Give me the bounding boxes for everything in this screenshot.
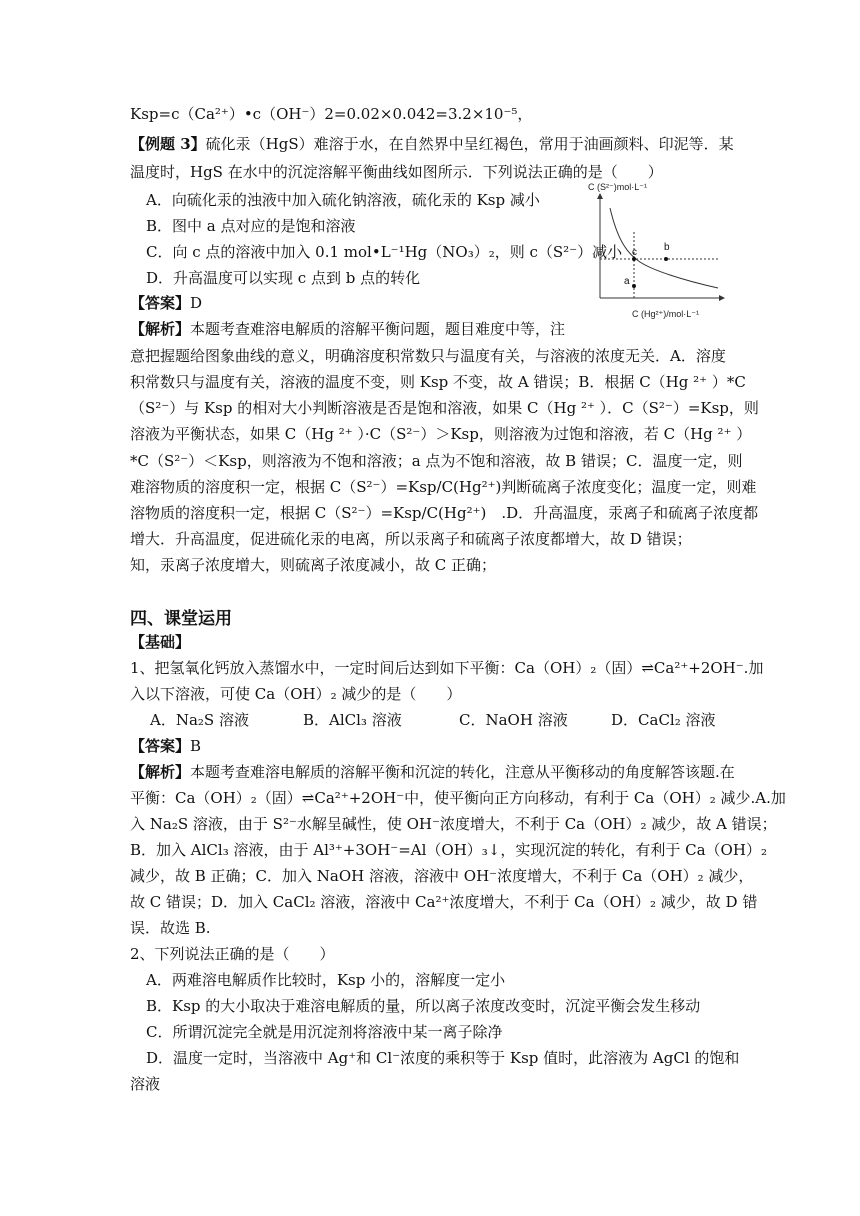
question-1-answer	[130, 736, 201, 756]
q1-analysis-line6: 故 C 错误；D．加入 CaCl₂ 溶液，溶液中 Ca²⁺浓度增大，不利于 Ca（OH）₂ 减少，故 D 错	[130, 893, 758, 911]
point-a-label: a	[624, 276, 630, 287]
solubility-curve-graph	[582, 180, 732, 325]
analysis-line8: 溶物质的溶度积一定，根据 C（S²⁻）=Ksp/C(Hg²⁺) .D．升高温度，汞离子和硫离子浓度都	[130, 504, 759, 522]
example-3-option-d: D．升高温度可以实现 c 点到 b 点的转化	[146, 269, 421, 287]
question-1-line1: 1、把氢氧化钙放入蒸馏水中，一定时间后达到如下平衡：Ca（OH）₂（固）⇌Ca²⁺+2OH⁻.加	[130, 659, 764, 677]
question-2-option-d-cont: 溶液	[130, 1075, 161, 1093]
point-b-label: b	[664, 242, 670, 253]
question-1-options	[150, 710, 716, 730]
section-heading: 四、课堂运用	[130, 609, 232, 629]
analysis-label: 【解析】	[130, 763, 191, 781]
q1-analysis-line4: B．加入 AlCl₃ 溶液，由于 Al³⁺+3OH⁻=Al（OH）₃↓，实现沉淀的转化，有利于 Ca（OH）₂	[130, 841, 767, 859]
question-2-option-b: B．Ksp 的大小取决于难溶电解质的量，所以离子浓度改变时，沉淀平衡会发生移动	[146, 997, 701, 1015]
question-2-option-a: A．两难溶电解质作比较时，Ksp 小的，溶解度一定小	[146, 971, 506, 989]
answer-value: D	[190, 294, 203, 312]
q1-analysis-line2: 平衡：Ca（OH）₂（固）⇌Ca²⁺+2OH⁻中，使平衡向正方向移动，有利于 Ca（OH）₂ 减少.A.加	[130, 789, 786, 807]
q1-option-c: C．NaOH 溶液	[459, 711, 568, 729]
answer-value: B	[190, 737, 202, 755]
example-3-option-c: C．向 c 点的溶液中加入 0.1 mol•L⁻¹Hg（NO₃）₂，则 c（S²⁻）减小	[146, 243, 623, 261]
question-2-option-d: D．温度一定时，当溶液中 Ag⁺和 Cl⁻浓度的乘积等于 Ksp 值时，此溶液为 AgCl 的饱和	[146, 1049, 740, 1067]
analysis-line7: 难溶物质的溶度积一定，根据 C（S²⁻）=Ksp/C(Hg²⁺)判断硫离子浓度变化；温度一定，则难	[130, 478, 757, 496]
q1-analysis-line5: 减少，故 B 正确；C．加入 NaOH 溶液，溶液中 OH⁻浓度增大，不利于 Ca（OH）₂ 减少，	[130, 867, 754, 885]
analysis-line6: *C（S²⁻）＜Ksp，则溶液为不饱和溶液；a 点为不饱和溶液，故 B 错误；C．温度一定，则	[130, 452, 743, 470]
point-a-marker	[632, 284, 636, 288]
analysis-line2: 意把握题给图象曲线的意义，明确溶度积常数只与温度有关，与溶液的浓度无关．A．溶度	[130, 347, 726, 365]
graph-y-label: C (S²⁻)mol·L⁻¹	[588, 182, 647, 192]
point-b-marker	[664, 257, 668, 261]
answer-label: 【答案】	[130, 294, 191, 312]
question-2-stem: 2、下列说法正确的是（ ）	[130, 945, 335, 963]
analysis-text: 本题考查难溶电解质的溶解平衡和沉淀的转化，注意从平衡移动的角度解答该题.在	[190, 763, 735, 781]
graph-x-label: C (Hg²⁺)/mol·L⁻¹	[632, 309, 699, 319]
ksp-calculation-line: Ksp=c（Ca²⁺）•c（OH⁻）2=0.02×0.042=3.2×10⁻⁵，	[130, 105, 533, 123]
analysis-line10: 知，汞离子浓度增大，则硫离子浓度减小，故 C 正确；	[130, 556, 497, 574]
q1-option-a: A．Na₂S 溶液	[150, 711, 249, 729]
example-3-stem-line2: 温度时，HgS 在水中的沉淀溶解平衡曲线如图所示．下列说法正确的是（ ）	[130, 163, 663, 181]
q1-analysis-line1	[130, 762, 735, 782]
example-3-label: 【例题 3】	[130, 135, 206, 153]
example-3-answer	[130, 293, 202, 313]
example-3-stem-line1	[130, 134, 734, 154]
q1-option-d: D．CaCl₂ 溶液	[611, 711, 716, 729]
answer-label: 【答案】	[130, 737, 191, 755]
analysis-text: 本题考查难溶电解质的溶解平衡问题，题目难度中等，注	[190, 320, 566, 338]
analysis-line4: （S²⁻）与 Ksp 的相对大小判断溶液是否是饱和溶液，如果 C（Hg ²⁺ ）．C（S²⁻）=Ksp，则	[130, 399, 759, 417]
example-3-option-a: A．向硫化汞的浊液中加入硫化钠溶液，硫化汞的 Ksp 减小	[146, 191, 540, 209]
q1-option-b: B．AlCl₃ 溶液	[303, 711, 402, 729]
question-1-line2: 入以下溶液，可使 Ca（OH）₂ 减少的是（ ）	[130, 685, 462, 703]
example-3-analysis-line1	[130, 319, 565, 339]
question-2-option-c: C．所谓沉淀完全就是用沉淀剂将溶液中某一离子除净	[146, 1023, 503, 1041]
q1-analysis-line3: 入 Na₂S 溶液，由于 S²⁻水解呈碱性，使 OH⁻浓度增大，不利于 Ca（OH）₂ 减少，故 A 错误；	[130, 815, 777, 833]
basic-label: 【基础】	[130, 633, 191, 651]
q1-analysis-line7: 误．故选 B.	[130, 919, 211, 937]
analysis-label: 【解析】	[130, 320, 191, 338]
analysis-line3: 积常数只与温度有关，溶液的温度不变，则 Ksp 不变，故 A 错误；B．根据 C（Hg ²⁺ ）*C	[130, 373, 746, 391]
example-3-text: 硫化汞（HgS）难溶于水，在自然界中呈红褐色，常用于油画颜料、印泥等．某	[205, 135, 734, 153]
analysis-line9: 增大．升高温度，促进硫化汞的电离，所以汞离子和硫离子浓度都增大，故 D 错误；	[130, 530, 692, 548]
point-c-label: c	[632, 247, 637, 258]
analysis-line5: 溶液为平衡状态，如果 C（Hg ²⁺ ）·C（S²⁻）＞Ksp，则溶液为过饱和溶液，若 C（Hg ²⁺ ）	[130, 425, 752, 443]
example-3-option-b: B．图中 a 点对应的是饱和溶液	[146, 217, 356, 235]
